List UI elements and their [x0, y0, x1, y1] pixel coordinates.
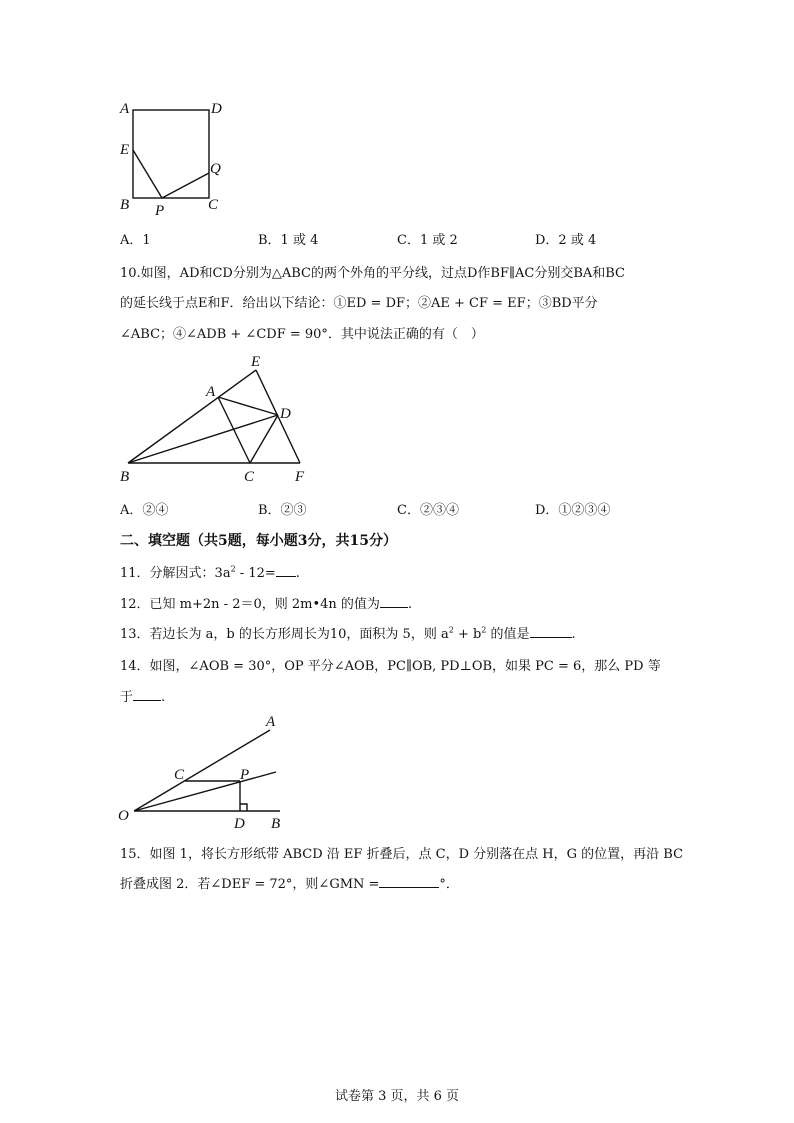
q11	[120, 562, 300, 581]
ray-oa	[134, 730, 270, 811]
q9-option-b: B．1 或 4	[258, 233, 319, 248]
label-e: E	[120, 142, 130, 158]
q13-answer-blank[interactable]	[530, 625, 572, 638]
label-p: P	[240, 767, 250, 783]
q15-answer-blank[interactable]	[379, 875, 439, 888]
q12-answer-blank[interactable]	[380, 595, 408, 608]
q14-line2	[120, 686, 165, 705]
q11-suffix: - 12=	[235, 566, 276, 581]
segment-pq	[162, 173, 209, 198]
label-d: D	[280, 406, 291, 422]
segment-ac	[218, 397, 250, 463]
q13-exponent-b: 2	[481, 625, 487, 635]
segment-bd	[128, 415, 278, 463]
label-d: D	[211, 101, 222, 117]
q15-line1: 15．如图 1，将长方形纸带 ABCD 沿 EF 折叠后，点 C，D 分别落在点 H，G 的位置，再沿 BC	[120, 847, 684, 862]
q11-prefix: 11．分解因式：3a	[120, 566, 231, 581]
label-a: A	[120, 101, 130, 117]
q13-end: .	[571, 627, 576, 642]
segment-ep	[133, 150, 162, 198]
q13-suffix: 的值是	[486, 627, 530, 642]
label-p: P	[155, 203, 165, 219]
q11-answer-blank[interactable]	[276, 564, 296, 577]
q11-exponent: 2	[230, 564, 236, 574]
square-abcd	[133, 110, 209, 198]
figure-q10	[110, 350, 320, 490]
figure-q14	[110, 708, 300, 833]
label-c: C	[174, 767, 185, 783]
label-o: O	[118, 808, 129, 824]
label-d: D	[234, 816, 245, 832]
q14-line1: 14．如图，∠AOB = 30°，OP 平分∠AOB，PC∥OB, PD⊥OB，如果 PC = 6，那么 PD 等	[120, 659, 661, 674]
q10-option-c: C．②③④	[397, 503, 459, 518]
q10-option-d: D．①②③④	[535, 503, 611, 518]
label-b: B	[120, 469, 130, 485]
q9-option-c: C．1 或 2	[397, 233, 458, 248]
q10-option-b: B．②③	[258, 503, 307, 518]
q15-line2	[120, 873, 459, 892]
section-heading: 二、填空题（共5题，每小题3分，共15分）	[120, 533, 397, 549]
q14-end: .	[161, 690, 166, 705]
q12-end: .	[407, 597, 413, 612]
segment-ad	[218, 397, 278, 415]
q14-line2-text: 于	[120, 690, 134, 705]
right-angle-mark	[240, 804, 247, 811]
label-b: B	[271, 816, 281, 832]
q13-prefix: 13．若边长为 a，b 的长方形周长为10，面积为 5，则 a	[120, 627, 449, 642]
q10-option-a: A．②④	[120, 503, 169, 518]
q14-answer-blank[interactable]	[133, 688, 161, 701]
segment-ef	[256, 370, 300, 463]
label-e: E	[251, 354, 261, 370]
page-footer: 试卷第 3 页，共 6 页	[334, 1089, 460, 1104]
q15-line2-suffix: °．	[439, 877, 459, 892]
figure-q9	[110, 95, 250, 220]
q10-line1: 10.如图，AD和CD分别为△ABC的两个外角的平分线，过点D作BF∥AC分别交BA和BC	[120, 266, 626, 281]
q15-line2-prefix: 折叠成图 2．若∠DEF = 72°，则∠GMN =	[120, 877, 380, 892]
label-b: B	[120, 197, 130, 213]
q13-mid: + b	[453, 627, 482, 642]
ray-op	[134, 772, 276, 811]
label-a: A	[206, 384, 216, 400]
q10-line3: ∠ABC；④∠ADB + ∠CDF = 90°．其中说法正确的有（ ）	[120, 327, 484, 342]
q13	[120, 623, 576, 642]
segment-be	[128, 370, 256, 463]
label-c: C	[208, 197, 219, 213]
q12	[120, 593, 412, 612]
q13-exponent-a: 2	[448, 625, 454, 635]
q11-end: .	[295, 566, 300, 581]
label-c: C	[244, 469, 255, 485]
label-q: Q	[210, 161, 221, 177]
q9-option-d: D．2 或 4	[535, 233, 597, 248]
label-f: F	[295, 469, 305, 485]
label-a: A	[266, 714, 276, 730]
q9-option-a: A．1	[120, 233, 151, 248]
q10-line2: 的延长线于点E和F．给出以下结论：①ED = DF；②AE + CF = EF；③BD平分	[120, 296, 598, 311]
q12-text: 12．已知 m+2n - 2＝0，则 2m•4n 的值为	[120, 597, 380, 612]
